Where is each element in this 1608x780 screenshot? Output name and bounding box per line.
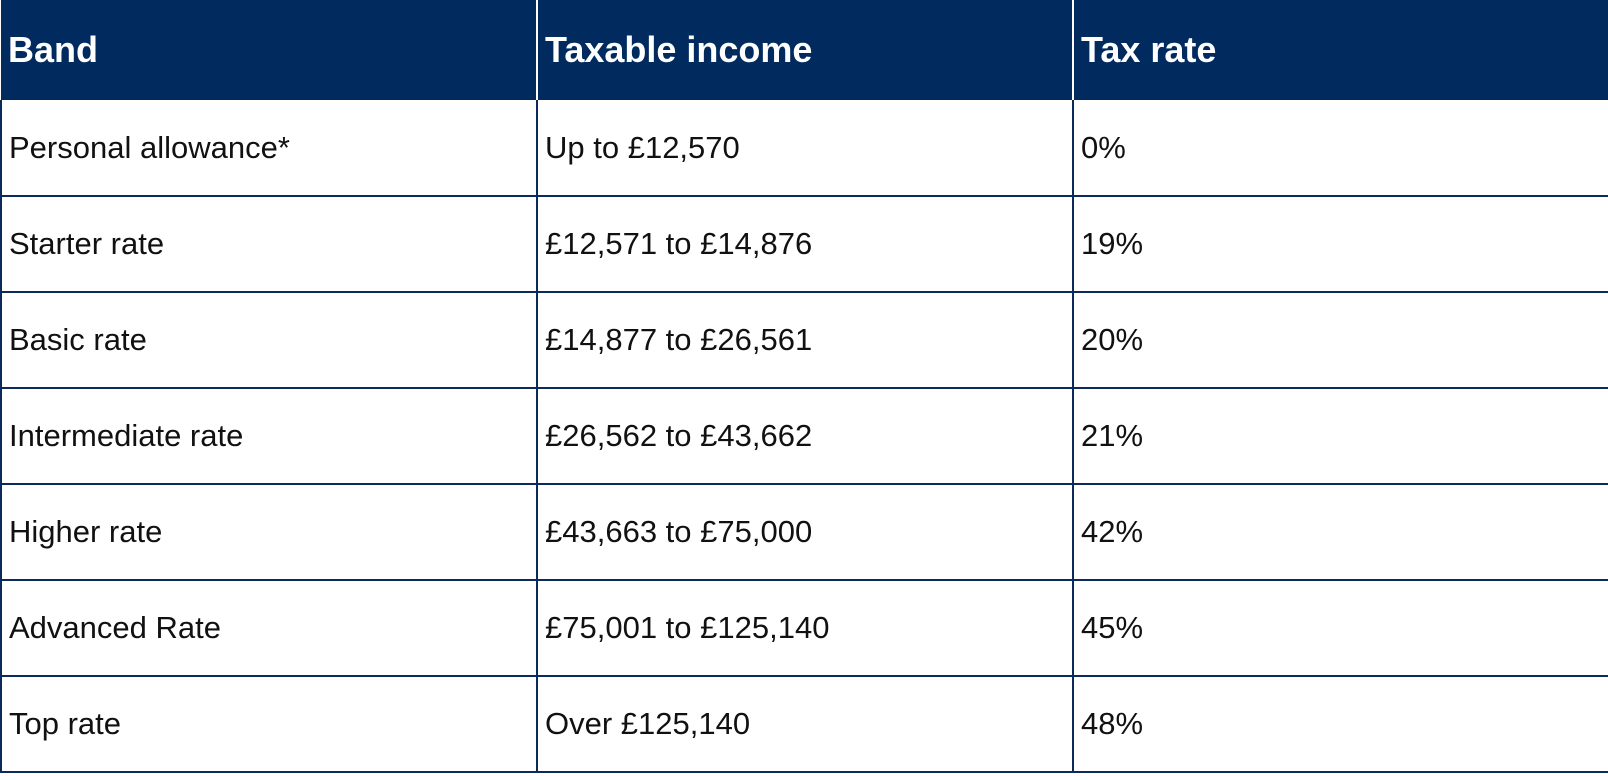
taxable-income-cell: £43,663 to £75,000 [537,484,1073,580]
table-row [1,196,1608,292]
tax-rate-cell: 19% [1073,196,1608,292]
header-band: Band [1,0,537,100]
table-body [1,100,1608,772]
tax-rate-cell: 48% [1073,676,1608,772]
taxable-income-cell: £14,877 to £26,561 [537,292,1073,388]
taxable-income-cell: £26,562 to £43,662 [537,388,1073,484]
taxable-income-cell: Up to £12,570 [537,100,1073,196]
taxable-income-cell: £75,001 to £125,140 [537,580,1073,676]
band-cell: Basic rate [1,292,537,388]
table-row [1,676,1608,772]
header-taxable-income: Taxable income [537,0,1073,100]
table-row [1,100,1608,196]
band-cell: Top rate [1,676,537,772]
header-row [1,0,1608,100]
taxable-income-cell: Over £125,140 [537,676,1073,772]
tax-rate-cell: 0% [1073,100,1608,196]
tax-rate-cell: 21% [1073,388,1608,484]
header-tax-rate: Tax rate [1073,0,1608,100]
band-cell: Higher rate [1,484,537,580]
table-row [1,484,1608,580]
table-header [1,0,1608,100]
band-cell: Starter rate [1,196,537,292]
band-cell: Personal allowance* [1,100,537,196]
table-row [1,580,1608,676]
tax-rate-cell: 20% [1073,292,1608,388]
table-row [1,388,1608,484]
taxable-income-cell: £12,571 to £14,876 [537,196,1073,292]
table-row [1,292,1608,388]
tax-rate-cell: 42% [1073,484,1608,580]
band-cell: Advanced Rate [1,580,537,676]
band-cell: Intermediate rate [1,388,537,484]
tax-rate-cell: 45% [1073,580,1608,676]
